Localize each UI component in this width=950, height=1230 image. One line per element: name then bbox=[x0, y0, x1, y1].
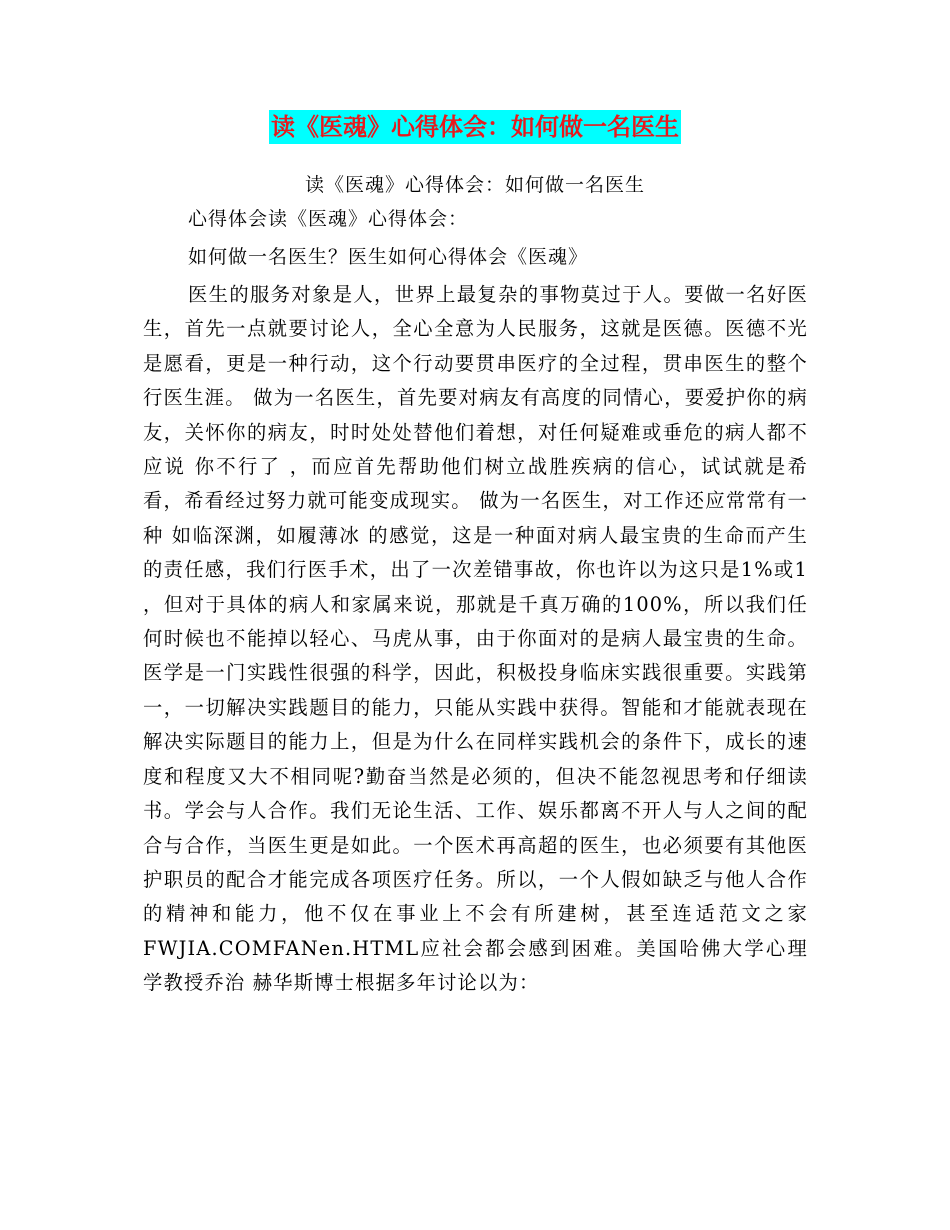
intro-line-2: 如何做一名医生？医生如何心得体会《医魂》 bbox=[188, 246, 589, 268]
body-paragraph: 医生的服务对象是人，世界上最复杂的事物莫过于人。要做一名好医生，首先一点就要讨论人，全心全意为人民服务，这就是医德。医德不光是愿看，更是一种行动，这个行动要贯串医疗的全过程，贯串医生的整个行医生涯。 做为一名医生，首先要对病友有高度的同情心，要爱护你的病友，关怀你的病友，时时处处替他们着想，对任何疑难或垂危的病人都不应说 你不行了 ，而应首先帮助他们树立战胜疾病的信心，试试就是希看，希看经过努力就可能变成现实。 做为一名医生，对工作还应常常有一种 如临深渊，如履薄冰 的感觉，这是一种面对病人最宝贵的生命而产生的责任感，我们行医手术，出了一次差错事故，你也许以为这只是1%或1 ，但对于具体的病人和家属来说，那就是千真万确的100%，所以我们任何时候也不能掉以轻心、马虎从事，由于你面对的是病人最宝贵的生命。 医学是一门实践性很强的科学，因此，积极投身临床实践很重要。实践第一，一切解决实践题目的能力，只能从实践中获得。智能和才能就表现在解决实际题目的能力上，但是为什么在同样实践机会的条件下，成长的速度和程度又大不相同呢?勤奋当然是必须的，但决不能忽视思考和仔细读书。学会与人合作。我们无论生活、工作、娱乐都离不开人与人之间的配合与合作，当医生更是如此。一个医术再高超的医生，也必须要有其他医护职员的配合才能完成各项医疗任务。所以，一个人假如缺乏与他人合作的精神和能力，他不仅在事业上不会有所建树，甚至连适范文之家FWJIA.COMFANen.HTML应社会都会感到困难。美国哈佛大学心理学教授乔治 赫华斯博士根据多年讨论以为： bbox=[143, 283, 808, 995]
title-container bbox=[0, 110, 950, 144]
intro-line-1: 心得体会读《医魂》心得体会： bbox=[188, 208, 469, 230]
document-title: 读《医魂》心得体会：如何做一名医生 bbox=[269, 110, 681, 144]
document-subtitle: 读《医魂》心得体会：如何做一名医生 bbox=[304, 174, 645, 196]
